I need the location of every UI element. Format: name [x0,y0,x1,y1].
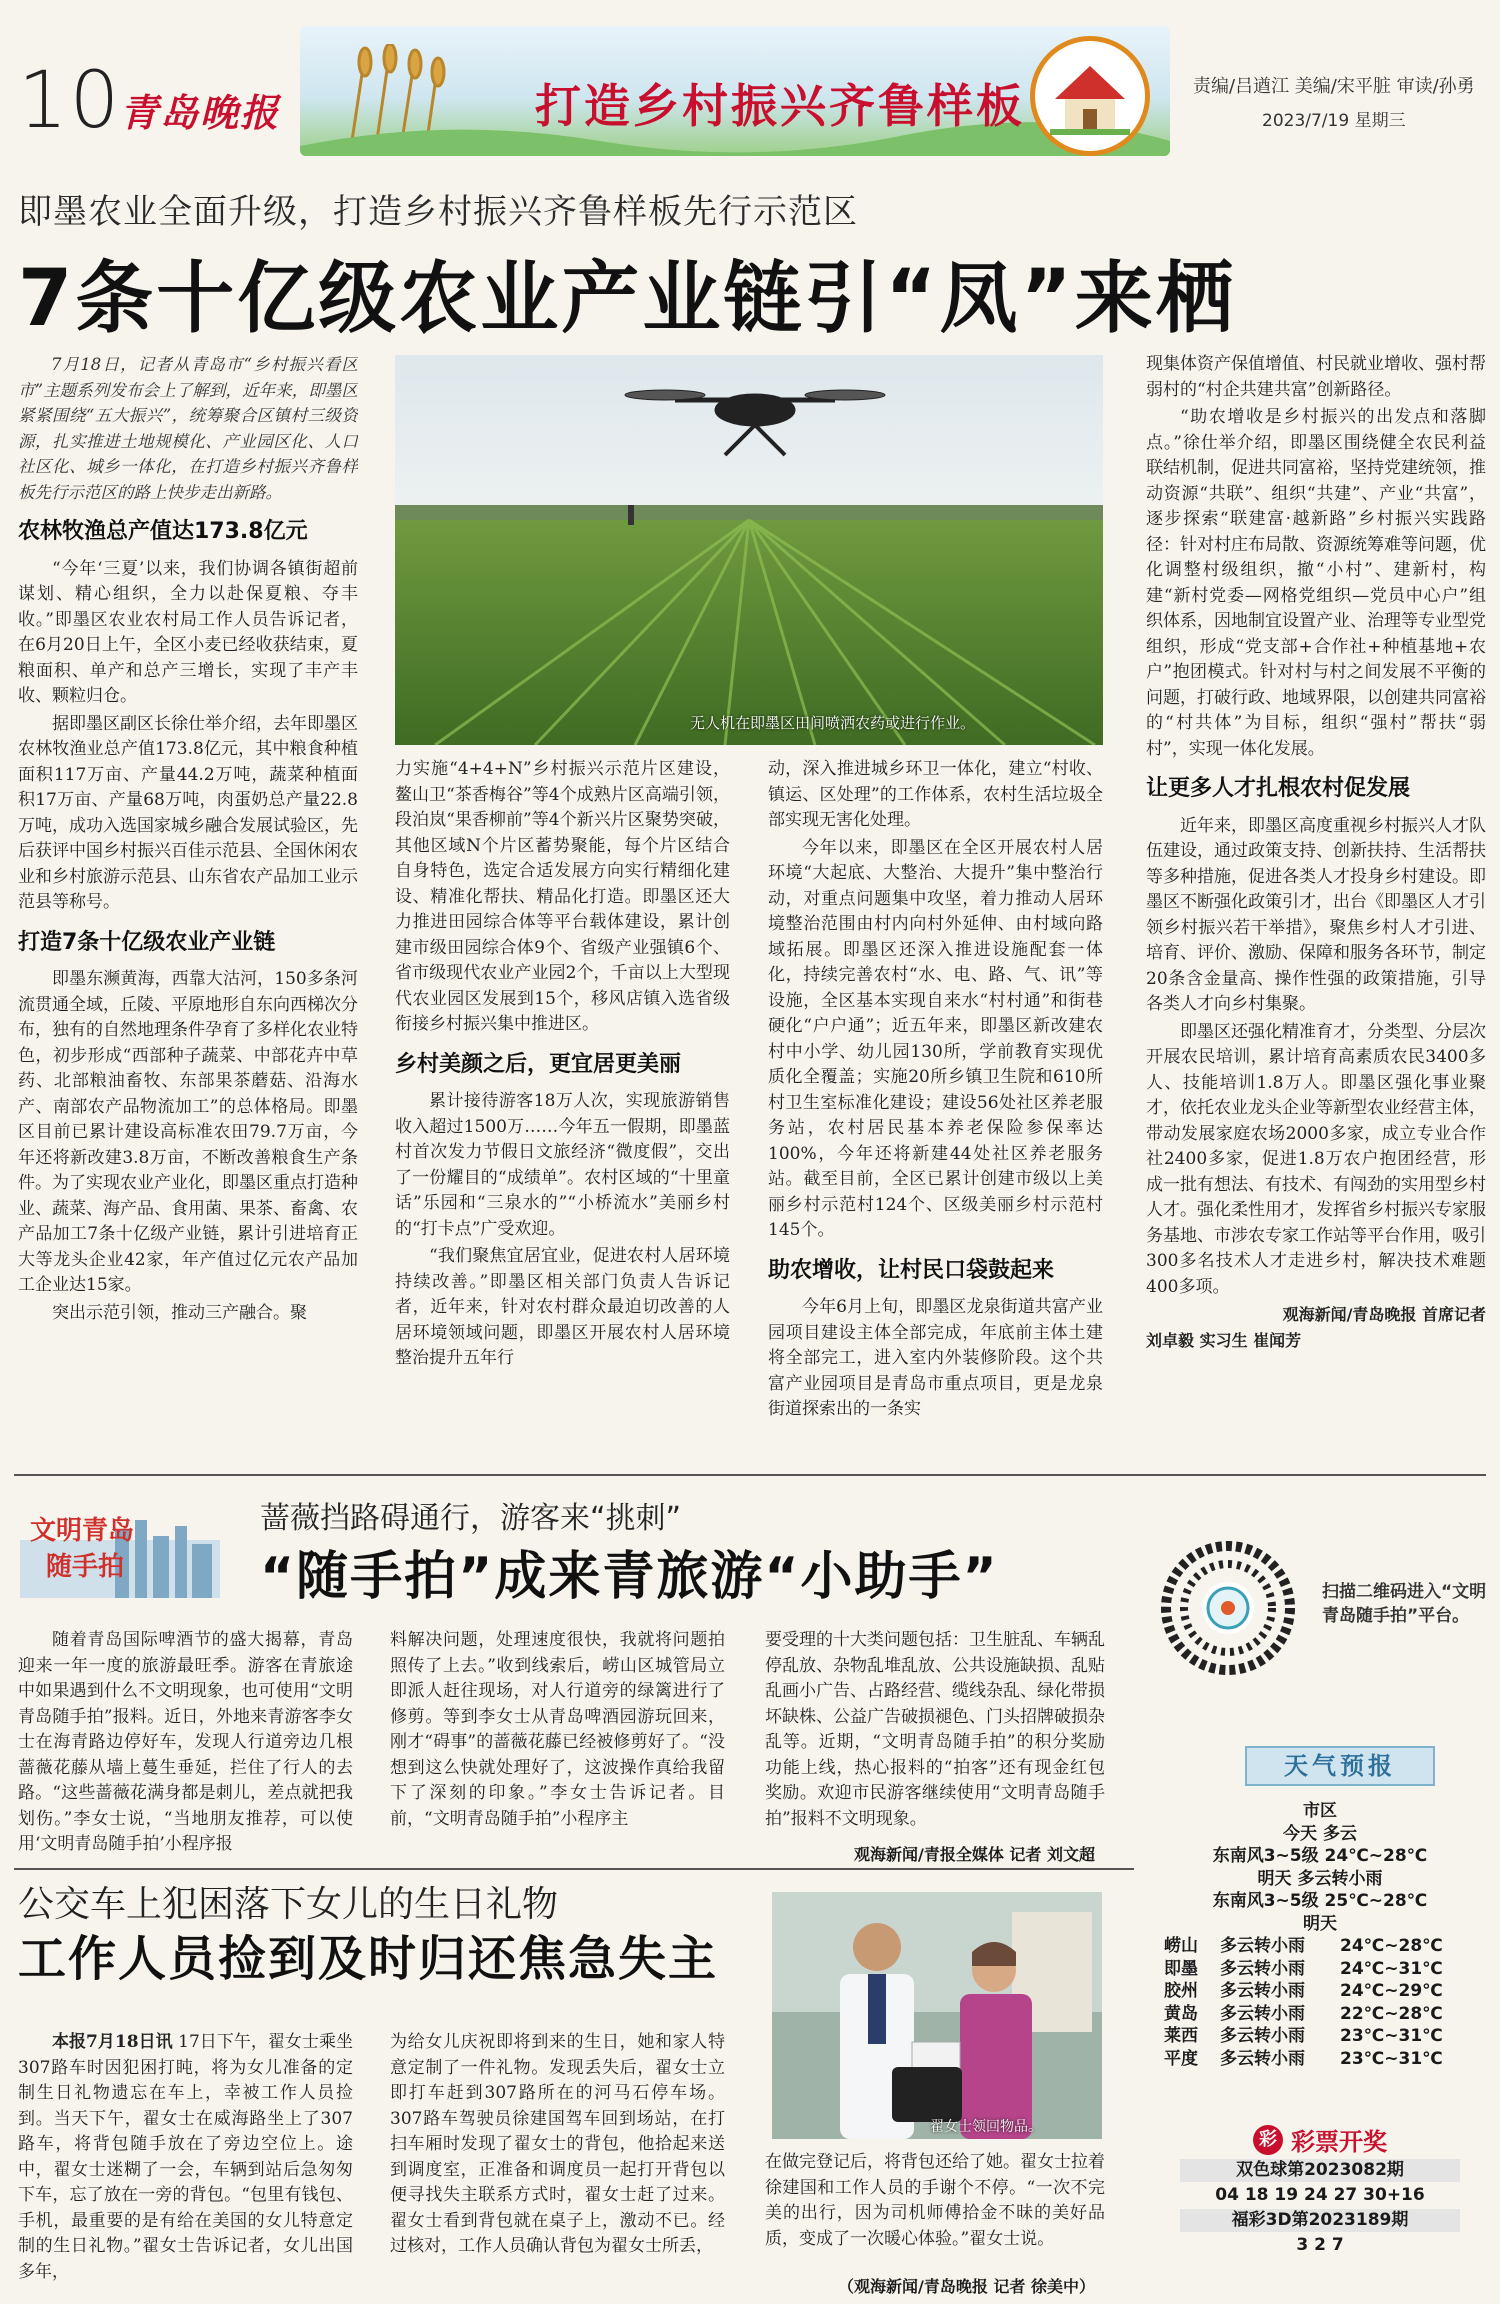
city-temp: 24℃~31℃ [1340,1958,1443,1979]
weather-today: 今天 多云 [1283,1823,1357,1844]
paragraph: 现集体资产保值增值、村民就业增收、强村帮弱村的“村企共建共富”创新路径。 [1146,354,1486,400]
banner-title: 打造乡村振兴齐鲁样板 [535,79,1025,133]
main-subtitle: 即墨农业全面升级，打造乡村振兴齐鲁样板先行示范区 [18,192,858,232]
paragraph: 近年来，即墨区高度重视乡村振兴人才队伍建设，通过政策支持、创新扶持、生活帮扶等多种措施，促进各类人才投身乡村建设。即墨区不断强化政策引才，出台《即墨区人才引领乡村振兴若干举措》，聚焦乡村人才引进、培育、评价、激励、保障和服务各环节，制定20条含金量高、操作性强的政策措施，引导各类人才向乡村集聚。 [1146,815,1486,1014]
paragraph: 即墨东濒黄海，西靠大沽河，150多条河流贯通全域，丘陵、平原地形自东向西梯次分布，独有的自然地理条件孕育了多样化农业特色，初步形成“西部种子蔬菜、中部花卉中草药、北部粮油畜牧、东部果茶蘑菇、沿海水产、南部农产品物流加工”的总体格局。即墨区目前已累计建设高标准农田79.7万亩，今年还将新改建3.8万亩，不断改善粮食生产条件。为了实现农业产业化，即墨区重点打造种业、蔬菜、海产品、食用菌、果茶、畜禽、农产品加工7条十亿级产业链，累计引进培育正大等龙头企业42家，年产值过亿元农产品加工企业达15家。 [18,969,358,1295]
city-name: 胶州 [1164,1981,1198,2001]
return-item-photo [772,1892,1102,2139]
qr-code[interactable] [1160,1540,1296,1676]
paragraph [18,2030,353,2285]
weather-tomorrow: 明天 多云转小雨 [1257,1868,1383,1889]
story2-column-1 [18,1628,353,1863]
story3-byline: （观海新闻/青岛晚报 记者 徐美中） [838,2277,1095,2296]
weather-tomorrow-wind: 东南风3~5级 25℃~28℃ [1212,1891,1428,1911]
qr-instruction: 扫描二维码进入“文明青岛随手拍”平台。 [1322,1582,1487,1626]
section-heading: 乡村美颜之后，更宜居更美丽 [395,1051,682,1077]
city-temp: 24℃~29℃ [1340,1981,1443,2001]
paragraph: “今年‘三夏’以来，我们协调各镇街超前谋划、精心组织，全力以赴保夏粮、夺丰收。”即墨区农业农村局工作人员告诉记者，在6月20日上午，全区小麦已经收获结束，夏粮面积、单产和总产三增长，实现了丰产丰收、颗粒归仓。 [18,558,358,706]
section-divider [14,1474,1486,1476]
house-icon [1030,36,1150,156]
paragraph: 为给女儿庆祝即将到来的生日，她和家人特意定制了一件礼物。发现丢失后，翟女士立即打车赶到307路所在的河马石停车场。307路车驾驶员徐建国驾车回到场站，在打扫车厢时发现了翟女士的背包，他拾起来送到调度室，正准备和调度员一起打开背包以便寻找失主联系方式时，翟女士赶了过来。翟女士看到背包就在桌子上，激动不已。经过核对，工作人员确认背包为翟女士所丢， [390,2032,725,2256]
paragraph-text: 17日下午，翟女士乘坐307路车时因犯困打盹，将为女儿准备的定制生日礼物遗忘在车上，幸被工作人员捡到。当天下午，翟女士在威海路坐上了307路车，将背包随手放在了旁边空位上。途中，翟女士迷糊了一会，车辆到站后急匆匆下车，忘了放在一旁的背包。“包里有钱包、手机，最重要的是有给在美国的女儿特意定制的生日礼物。”翟女士告诉记者，女儿出国多年， [18,2032,353,2282]
lottery-header [1150,2122,1490,2157]
main-column-2 [395,757,730,1447]
page-header [0,0,1500,170]
section-heading: 让更多人才扎根农村促发展 [1146,776,1411,801]
return-item-image [772,1892,1102,2139]
byline: 观海新闻/青岛晚报 首席记者 [1282,1305,1486,1324]
city-condition: 多云转小雨 [1220,2048,1305,2069]
city-temp: 23℃~31℃ [1340,2048,1443,2069]
city-name: 莱西 [1164,2026,1198,2046]
page-number: 10 [18,56,122,146]
weather-title: 天气预报 [1245,1746,1435,1786]
paragraph: 今年6月上旬，即墨区龙泉街道共富产业园项目建设主体全部完成，年底前主体土建将全部完工，进入室内外装修阶段。这个共富产业园项目是青岛市重点项目，更是龙泉街道探索出的一条实 [768,1297,1103,1419]
main-headline: 7条十亿级农业产业链引“凤”来栖 [18,254,1237,344]
weather-today-wind: 东南风3~5级 24℃~28℃ [1212,1846,1428,1866]
story3-column-3 [765,2150,1105,2270]
story3-subtitle: 公交车上犯困落下女儿的生日礼物 [18,1884,559,1925]
ssq-label: 双色球第2023082期 [1180,2159,1460,2182]
main-column-4 [1146,352,1486,1462]
paragraph: “助农增收是乡村振兴的出发点和落脚点。”徐仕举介绍，即墨区围绕健全农民利益联结机制，促进共同富裕，坚持党建统领，推动资源“共联”、组织“共建”、产业“共富”，逐步探索“联建富·越新路”乡村振兴实践路径：针对村庄布局散、资源统筹难等问题，优化调整村级组织，撤“小村”、建新村，构建“新村党委—网格党组织—党员中心户”组织体系，因地制宜设置产业、治理等专业型党组织，形成“党支部+合作社+种植基地+农户”抱团模式。针对村与村之间发展不平衡的问题，打破行政、地域界限，以创建共同富裕的“村共体”为目标，组织“强村”帮扶“弱村”，实现一体化发展。 [1146,407,1486,759]
lottery-results [1150,2122,1490,2257]
main-column-1 [18,352,358,1447]
lottery-icon: 彩 [1253,2125,1283,2155]
drone-field-photo [395,355,1103,745]
lottery-title: 彩票开奖 [1291,2128,1387,2156]
section-heading: 农林牧渔总产值达173.8亿元 [18,519,308,544]
story2-column-3 [765,1628,1105,1843]
civilized-qingdao-badge [20,1500,220,1598]
story2-subtitle: 蔷薇挡路碍通行，游客来“挑刺” [260,1501,682,1536]
editors-credit: 责编/吕遒江 美编/宋平脏 审读/孙勇 [1193,76,1475,97]
city-temp: 23℃~31℃ [1340,2026,1443,2046]
city-name: 即墨 [1164,1958,1198,1979]
paragraph: 料解决问题，处理速度很快，我就将问题拍照传了上去。”收到线索后，崂山区城管局立即派人赶往现场，对人行道旁的绿篱进行了修剪。等到李女士从青岛啤酒园游玩回来，刚才“碍事”的蔷薇花藤已经被修剪好了。“没想到这么快就处理好了，这波操作真给我留下了深刻的印象。”李女士告诉记者。目前，“文明青岛随手拍”小程序主 [390,1630,725,1829]
paragraph: 力实施“4+4+N”乡村振兴示范片区建设，鳌山卫“茶香梅谷”等4个成熟片区高端引领，段泊岚“果香柳前”等4个新兴片区聚势突破，其他区域N个片区蓄势聚能，每个片区结合自身特色，选定合适发展方向实行精细化建设、精准化帮扶、精品化打造。即墨区还大力推进田园综合体等平台载体建设，累计创建市级田园综合体9个、省级产业强镇6个、省市级现代农业产业园2个，千亩以上大型现代农业园区发展到15个，移风店镇入选省级衔接乡村振兴集中推进区。 [395,759,730,1034]
photo-caption: 翟女士领回物品。 [930,2119,1042,2135]
city-temp: 22℃~28℃ [1340,2003,1443,2024]
city-condition: 多云转小雨 [1220,1936,1305,1956]
photo-caption: 无人机在即墨区田间喷洒农药或进行作业。 [690,714,976,732]
dateline: 本报7月18日讯 [52,2032,173,2052]
issue-date: 2023/7/19 星期三 [1262,111,1406,131]
paragraph: “我们聚焦宜居宜业，促进农村人居环境持续改善。”即墨区相关部门负责人告诉记者，近年来，针对农村群众最迫切改善的人居环境领域问题，即墨区开展农村人居环境整治提升五年行 [395,1246,730,1368]
story3-column-2 [390,2030,725,2300]
paper-logo: 青岛晚报 [120,90,281,135]
story2-column-2 [390,1628,725,1863]
city-name: 黄岛 [1164,2003,1198,2024]
section-divider [14,1868,1134,1870]
paragraph: 随着青岛国际啤酒节的盛大揭幕，青岛迎来一年一度的旅游最旺季。游客在青旅途中如果遇到什么不文明现象，也可使用“文明青岛随手拍”报料。近日，外地来青游客李女士在海青路边停好车，发现人行道旁边几根蔷薇花藤从墙上蔓生垂延，拦住了行人的去路。“这些蔷薇花满身都是刺儿，差点就把我划伤。”李女士说，“当地朋友推荐，可以使用‘文明青岛随手拍’小程序报 [18,1630,353,1854]
city-temp: 24℃~28℃ [1340,1936,1443,1956]
paragraph: 要受理的十大类问题包括：卫生脏乱、车辆乱停乱放、杂物乱堆乱放、公共设施缺损、乱贴乱画小广告、占路经营、缆线杂乱、绿化带损坏缺株、公益广告破损褪色、门头招牌破损杂乱等。近期，“文明青岛随手拍”的积分奖励功能上线，热心报料的“拍客”还有现金红包奖励。欢迎市民游客继续使用“文明青岛随手拍”报料不文明现象。 [765,1630,1105,1829]
paragraph: 即墨区还强化精准育才，分类型、分层次开展农民培训，累计培育高素质农民3400多人、技能培训1.8万人。即墨区强化事业聚才，依托农业龙头企业等新型农业经营主体，带动发展家庭农场2000多家，成立专业合作社2400多家，促进1.8万农户抱团经营，形成一批有想法、有技术、有闯劲的实用型乡村人才。强化柔性用才，发挥省乡村振兴专家服务基地、市涉农专家工作站等平台作用，吸引300多名技术人才走进乡村，解决技术难题400多项。 [1146,1021,1486,1297]
story3-headline: 工作人员捡到及时归还焦急失主 [18,1931,719,1987]
byline: 刘卓毅 实习生 崔闻芳 [1146,1330,1302,1350]
story2-headline: “随手拍”成来青旅游“小助手” [260,1547,999,1607]
weather-city-table [1164,1935,1490,2070]
lead-paragraph: 7月18日，记者从青岛市“乡村振兴看区市”主题系列发布会上了解到，近年来，即墨区紧紧围绕“五大振兴”，统筹聚合区镇村三级资源，扎实推进土地规模化、产业园区化、人口社区化、城乡一体化，在打造乡村振兴齐鲁样板先行示范区的路上快步走出新路。 [18,355,358,502]
section-banner [300,26,1170,156]
city-condition: 多云转小雨 [1220,1981,1305,2001]
weather-tomorrow-label: 明天 [1303,1913,1337,1934]
city-condition: 多云转小雨 [1220,2026,1305,2046]
city-condition: 多云转小雨 [1220,1958,1305,1979]
paragraph: 在做完登记后，将背包还给了她。翟女士拉着徐建国和工作人员的手谢个不停。“一次不完美的出行，因为司机师傅拾金不昧的美好品质，变成了一次暖心体验。”翟女士说。 [765,2152,1105,2249]
city-name: 崂山 [1164,1936,1198,1956]
qr-code-icon [1160,1540,1296,1676]
section-heading: 助农增收，让村民口袋鼓起来 [768,1257,1055,1283]
drone-field-image [395,355,1103,745]
paragraph: 累计接待游客18万人次，实现旅游销售收入超过1500万……今年五一假期，即墨蓝村首次发力节假日文旅经济“微度假”，交出了一份耀目的“成绩单”。农村区域的“十里童话”乐园和“三泉水的”“小桥流水”美丽乡村的“打卡点”广受欢迎。 [395,1091,730,1239]
city-condition: 多云转小雨 [1220,2003,1305,2024]
story2-byline: 观海新闻/青报全媒体 记者 刘文超 [854,1845,1095,1864]
badge-line-1: 文明青岛 [30,1516,135,1546]
main-column-3 [768,757,1103,1447]
weather-forecast [1150,1746,1490,2070]
paragraph: 突出示范引领，推动三产融合。聚 [52,1302,307,1323]
fc3d-numbers: 3 2 7 [1296,2235,1344,2255]
paragraph: 动，深入推进城乡环卫一体化，建立“村收、镇运、区处理”的工作体系，农村生活垃圾全部实现无害化处理。 [768,759,1103,830]
ssq-numbers: 04 18 19 24 27 30+16 [1215,2185,1425,2205]
city-name: 平度 [1164,2048,1198,2069]
paragraph: 今年以来，即墨区在全区开展农村人居环境“大起底、大整治、大提升”集中整治行动，对重点问题集中攻坚，着力推动人居环境整治范围由村内向村外延伸、由村域向路域拓展。即墨区还深入推进设施配套一体化，持续完善农村“水、电、路、气、讯”等设施，全区基本实现自来水“村村通”和街巷硬化“户户通”；近五年来，即墨区新改建农村中小学、幼儿园130所，学前教育实现优质化全覆盖；实施20所乡镇卫生院和610所村卫生室标准化建设；建设56处社区养老服务站，农村居民基本养老保险参保率达100%，今年还将新建44处社区养老服务站。截至目前，全区已累计创建市级以上美丽乡村示范村124个、区级美丽乡村示范村145个。 [768,837,1103,1240]
badge-line-2: 随手拍 [46,1552,125,1582]
fc3d-label: 福彩3D第2023189期 [1180,2209,1460,2232]
section-heading: 打造7条十亿级农业产业链 [18,929,276,955]
story3-column-1 [18,2030,353,2300]
weather-region: 市区 [1303,1801,1337,1821]
paragraph: 据即墨区副区长徐仕举介绍，去年即墨区农林牧渔业总产值173.8亿元，其中粮食种植面积117万亩、产量44.2万吨，蔬菜种植面积17万亩、产量68万吨，肉蛋奶总产量22.8万吨，成功入选国家城乡融合发展试验区，先后获评中国乡村振兴百佳示范县、全国休闲农业和乡村旅游示范县、山东省农产品加工业示范县等称号。 [18,713,358,912]
